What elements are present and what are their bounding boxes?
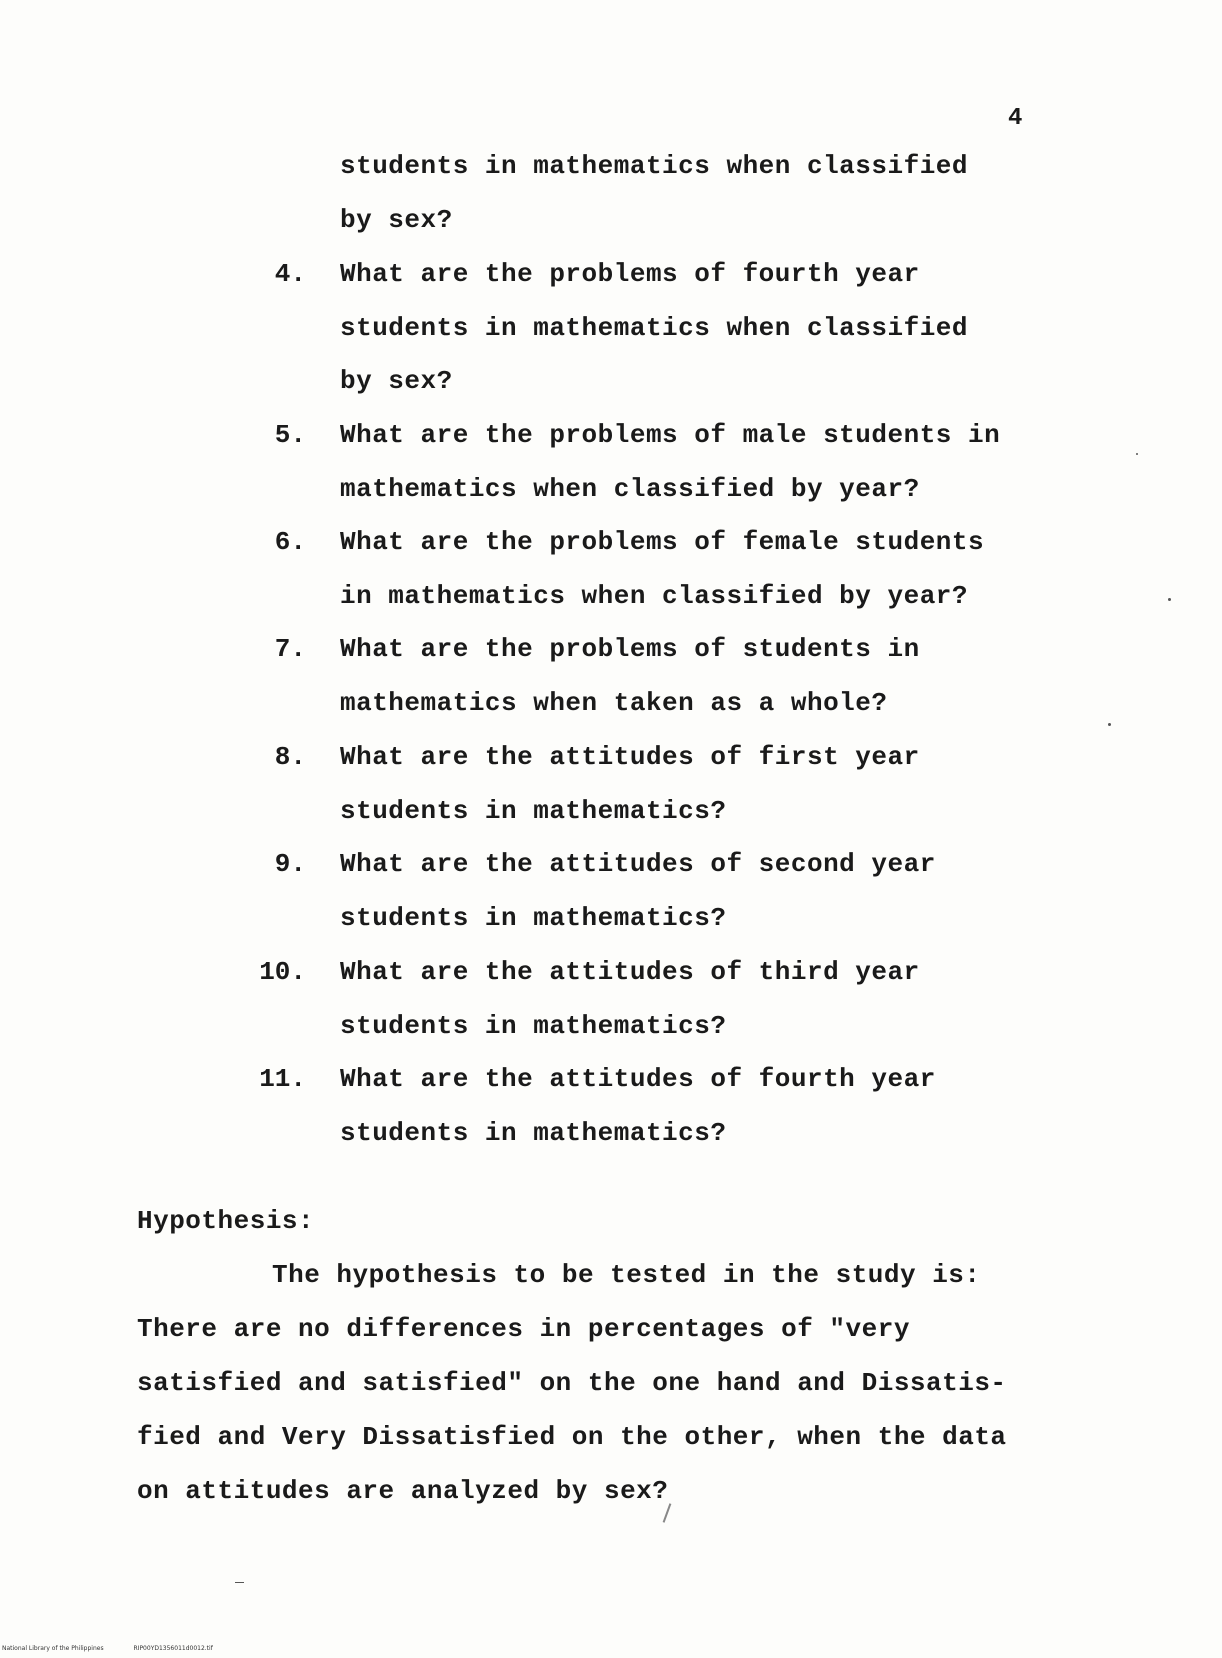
scan-footer — [2, 1645, 241, 1652]
question-number: 8. — [274, 742, 306, 772]
scan-speck — [235, 1582, 244, 1583]
hypothesis-line: The hypothesis to be tested in the study is: — [272, 1260, 981, 1290]
footer-file: RIP00YD1356011d0012.tif — [133, 1645, 213, 1652]
question-line: What are the attitudes of second year — [340, 849, 936, 879]
question-number: 9. — [274, 849, 306, 879]
question-number: 7. — [274, 634, 306, 664]
question-number: 4. — [274, 259, 306, 289]
question-line: by sex? — [340, 366, 453, 396]
scan-speck — [663, 1503, 672, 1522]
question-line: What are the problems of fourth year — [340, 259, 920, 289]
hypothesis-heading: Hypothesis: — [137, 1206, 315, 1236]
question-line: in mathematics when classified by year? — [340, 581, 968, 611]
question-line: What are the attitudes of fourth year — [340, 1064, 936, 1094]
hypothesis-line: There are no differences in percentages of "very — [137, 1314, 910, 1344]
question-number: 6. — [274, 527, 306, 557]
scan-speck — [1108, 723, 1111, 726]
question-number: 10. — [259, 957, 306, 987]
scan-speck — [1136, 453, 1138, 455]
question-line: mathematics when classified by year? — [340, 474, 920, 504]
page-number: 4 — [1008, 105, 1023, 132]
question-number: 5. — [274, 420, 306, 450]
question-line: students in mathematics? — [340, 1118, 727, 1148]
continuation-line-2: by sex? — [340, 205, 453, 235]
question-line: students in mathematics? — [340, 903, 727, 933]
continuation-line-1: students in mathematics when classified — [340, 151, 968, 181]
question-line: What are the problems of male students in — [340, 420, 1001, 450]
question-line: What are the problems of students in — [340, 634, 920, 664]
question-line: students in mathematics? — [340, 796, 727, 826]
scan-speck — [1168, 598, 1171, 601]
hypothesis-line: on attitudes are analyzed by sex? — [137, 1476, 669, 1506]
question-line: What are the attitudes of third year — [340, 957, 920, 987]
hypothesis-line: satisfied and satisfied" on the one hand and Dissatis- — [137, 1368, 1007, 1398]
question-number: 11. — [259, 1064, 306, 1094]
question-line: students in mathematics when classified — [340, 313, 968, 343]
question-line: What are the problems of female students — [340, 527, 985, 557]
question-line: What are the attitudes of first year — [340, 742, 920, 772]
footer-library: National Library of the Philippines — [2, 1645, 104, 1652]
question-line: students in mathematics? — [340, 1011, 727, 1041]
question-line: mathematics when taken as a whole? — [340, 688, 888, 718]
hypothesis-line: fied and Very Dissatisfied on the other, when the data — [137, 1422, 1007, 1452]
